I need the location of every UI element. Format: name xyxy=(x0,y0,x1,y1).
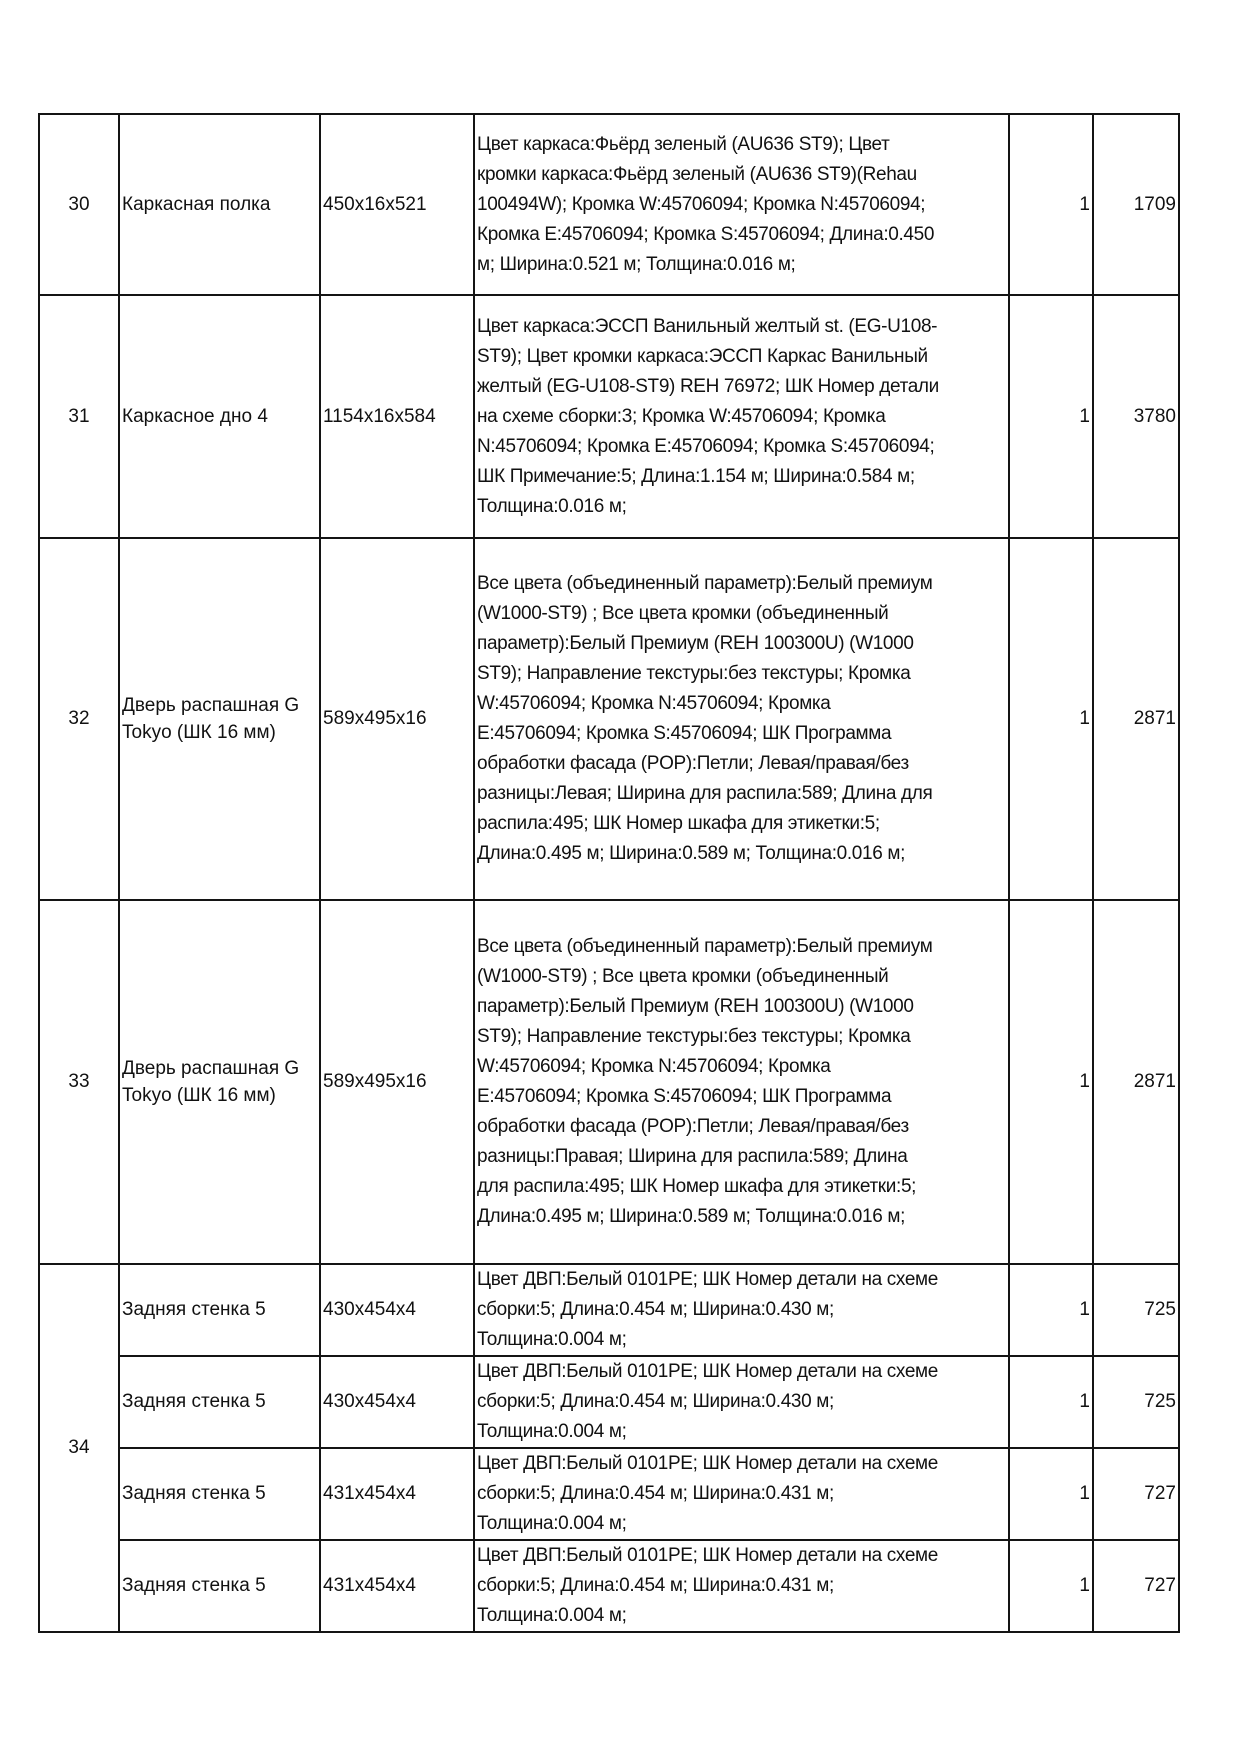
part-quantity: 1 xyxy=(1009,1356,1093,1448)
table-row xyxy=(39,1540,1179,1632)
part-description: Цвет ДВП:Белый 0101PE; ШК Номер детали на схеме сборки:5; Длина:0.454 м; Ширина:0.431 м; Толщина:0.004 м; xyxy=(474,1448,1009,1540)
table-row xyxy=(39,1264,1179,1356)
part-quantity: 1 xyxy=(1009,1540,1093,1632)
part-dimensions: 589x495x16 xyxy=(320,900,474,1264)
part-price: 725 xyxy=(1093,1356,1179,1448)
table-row xyxy=(39,1448,1179,1540)
table-row xyxy=(39,1356,1179,1448)
part-quantity: 1 xyxy=(1009,538,1093,900)
part-dimensions: 430x454x4 xyxy=(320,1356,474,1448)
part-name: Задняя стенка 5 xyxy=(119,1448,320,1540)
part-price: 725 xyxy=(1093,1264,1179,1356)
part-quantity: 1 xyxy=(1009,114,1093,295)
part-description: Все цвета (объединенный параметр):Белый премиум (W1000-ST9) ; Все цвета кромки (объединенный параметр):Белый Премиум (REH 100300U) (W1000 ST9); Направление текстуры:без текстуры; Кромка W:45706094; Кромка N:45706094; Кромка E:45706094; Кромка S:45706094; ШК Программа обработки фасада (POP):Петли; Левая/правая/без разницы:Правая; Ширина для распила:589; Длина для распила:495; ШК Номер шкафа для этикетки:5; Длина:0.495 м; Ширина:0.589 м; Толщина:0.016 м; xyxy=(474,900,1009,1264)
part-description: Цвет каркаса:Фьёрд зеленый (AU636 ST9); Цвет кромки каркаса:Фьёрд зеленый (AU636 ST9)(Rehau 100494W); Кромка W:45706094; Кромка N:45706094; Кромка E:45706094; Кромка S:45706094; Длина:0.450 м; Ширина:0.521 м; Толщина:0.016 м; xyxy=(474,114,1009,295)
table-row xyxy=(39,538,1179,900)
part-name: Дверь распашная G Tokyo (ШК 16 мм) xyxy=(119,538,320,900)
part-quantity: 1 xyxy=(1009,1264,1093,1356)
part-description: Цвет каркаса:ЭССП Ванильный желтый st. (EG-U108- ST9); Цвет кромки каркаса:ЭССП Каркас Ванильный желтый (EG-U108-ST9) REH 76972; ШК Номер детали на схеме сборки:3; Кромка W:45706094; Кромка N:45706094; Кромка E:45706094; Кромка S:45706094; ШК Примечание:5; Длина:1.154 м; Ширина:0.584 м; Толщина:0.016 м; xyxy=(474,295,1009,538)
part-dimensions: 431x454x4 xyxy=(320,1540,474,1632)
row-number: 32 xyxy=(39,538,119,900)
part-dimensions: 450x16x521 xyxy=(320,114,474,295)
part-price: 2871 xyxy=(1093,900,1179,1264)
part-dimensions: 430x454x4 xyxy=(320,1264,474,1356)
part-description: Цвет ДВП:Белый 0101PE; ШК Номер детали на схеме сборки:5; Длина:0.454 м; Ширина:0.430 м; Толщина:0.004 м; xyxy=(474,1356,1009,1448)
part-name: Задняя стенка 5 xyxy=(119,1356,320,1448)
part-quantity: 1 xyxy=(1009,1448,1093,1540)
part-price: 1709 xyxy=(1093,114,1179,295)
table-row xyxy=(39,114,1179,295)
row-number: 31 xyxy=(39,295,119,538)
part-dimensions: 1154x16x584 xyxy=(320,295,474,538)
table-row xyxy=(39,295,1179,538)
row-number: 33 xyxy=(39,900,119,1264)
part-name: Каркасное дно 4 xyxy=(119,295,320,538)
parts-specification-table xyxy=(38,113,1180,1633)
part-name: Каркасная полка xyxy=(119,114,320,295)
part-price: 727 xyxy=(1093,1540,1179,1632)
part-name: Задняя стенка 5 xyxy=(119,1264,320,1356)
table-row xyxy=(39,900,1179,1264)
row-number: 30 xyxy=(39,114,119,295)
part-dimensions: 431x454x4 xyxy=(320,1448,474,1540)
part-name: Задняя стенка 5 xyxy=(119,1540,320,1632)
part-description: Цвет ДВП:Белый 0101PE; ШК Номер детали на схеме сборки:5; Длина:0.454 м; Ширина:0.431 м; Толщина:0.004 м; xyxy=(474,1540,1009,1632)
part-price: 3780 xyxy=(1093,295,1179,538)
part-description: Цвет ДВП:Белый 0101PE; ШК Номер детали на схеме сборки:5; Длина:0.454 м; Ширина:0.430 м; Толщина:0.004 м; xyxy=(474,1264,1009,1356)
part-price: 2871 xyxy=(1093,538,1179,900)
part-description: Все цвета (объединенный параметр):Белый премиум (W1000-ST9) ; Все цвета кромки (объединенный параметр):Белый Премиум (REH 100300U) (W1000 ST9); Направление текстуры:без текстуры; Кромка W:45706094; Кромка N:45706094; Кромка E:45706094; Кромка S:45706094; ШК Программа обработки фасада (POP):Петли; Левая/правая/без разницы:Левая; Ширина для распила:589; Длина для распила:495; ШК Номер шкафа для этикетки:5; Длина:0.495 м; Ширина:0.589 м; Толщина:0.016 м; xyxy=(474,538,1009,900)
row-number: 34 xyxy=(39,1264,119,1632)
part-name: Дверь распашная G Tokyo (ШК 16 мм) xyxy=(119,900,320,1264)
part-price: 727 xyxy=(1093,1448,1179,1540)
part-quantity: 1 xyxy=(1009,295,1093,538)
part-quantity: 1 xyxy=(1009,900,1093,1264)
part-dimensions: 589x495x16 xyxy=(320,538,474,900)
